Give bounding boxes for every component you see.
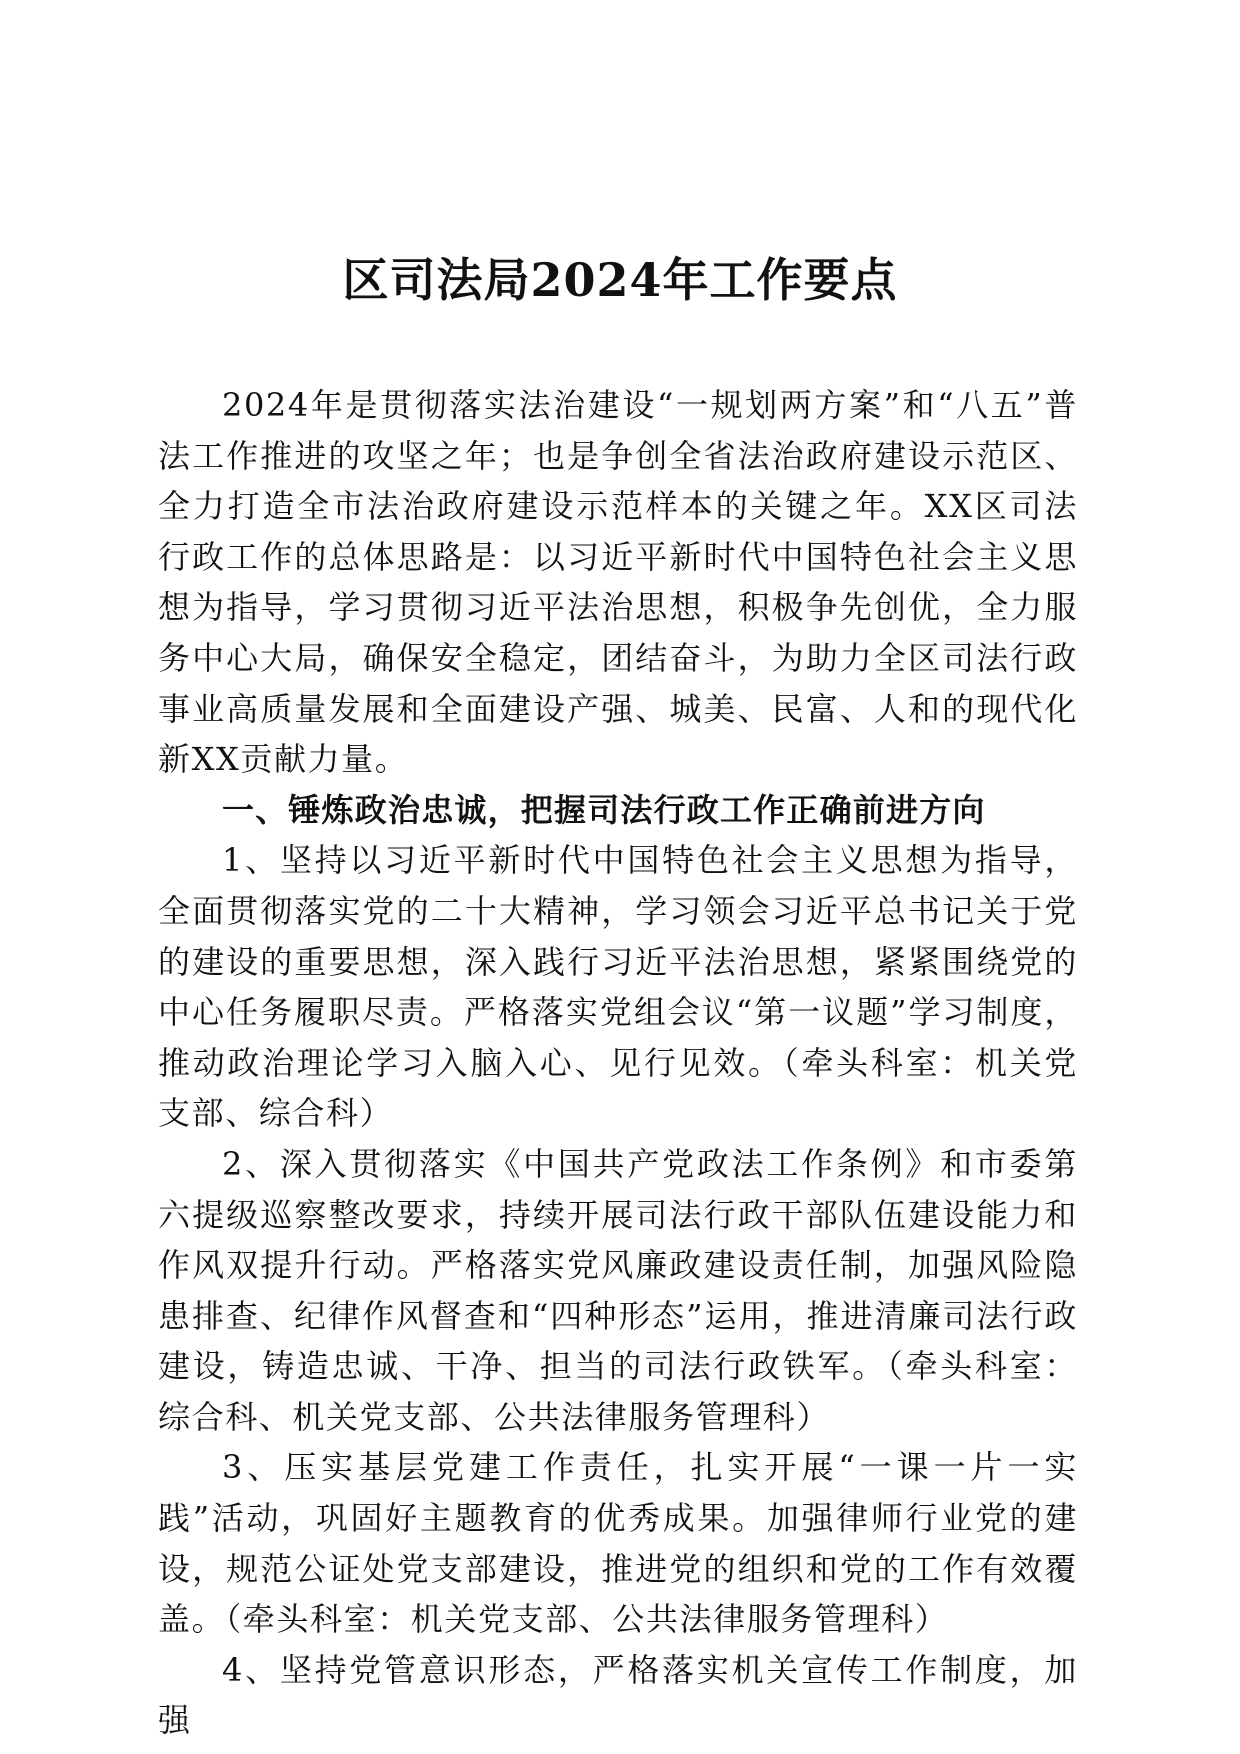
document-body — [158, 380, 1078, 1746]
item-paragraph-2: 2、深入贯彻落实《中国共产党政法工作条例》和市委第六提级巡察整改要求，持续开展司法行政干部队伍建设能力和作风双提升行动。严格落实党风廉政建设责任制，加强风险隐患排查、纪律作风督查和“四种形态”运用，推进清廉司法行政建设，铸造忠诚、干净、担当的司法行政铁军。（牵头科室：综合科、机关党支部、公共法律服务管理科） — [158, 1144, 1078, 1436]
intro-paragraph: 2024年是贯彻落实法治建设“一规划两方案”和“八五”普法工作推进的攻坚之年；也是争创全省法治政府建设示范区、全力打造全市法治政府建设示范样本的关键之年。XX区司法行政工作的总体思路是：以习近平新时代中国特色社会主义思想为指导，学习贯彻习近平法治思想，积极争先创优，全力服务中心大局，确保安全稳定，团结奋斗，为助力全区司法行政事业高质量发展和全面建设产强、城美、民富、人和的现代化新XX贡献力量。 — [158, 386, 1078, 779]
item-paragraph-1: 1、坚持以习近平新时代中国特色社会主义思想为指导，全面贯彻落实党的二十大精神，学习领会习近平总书记关于党的建设的重要思想，深入践行习近平法治思想，紧紧围绕党的中心任务履职尽责。严格落实党组会议“第一议题”学习制度，推动政治理论学习入脑入心、见行见效。（牵头科室：机关党支部、综合科） — [158, 841, 1078, 1133]
item-paragraph-3: 3、压实基层党建工作责任，扎实开展“一课一片一实践”活动，巩固好主题教育的优秀成果。加强律师行业党的建设，规范公证处党支部建设，推进党的组织和党的工作有效覆盖。（牵头科室：机关党支部、公共法律服务管理科） — [158, 1448, 1078, 1639]
document-title: 区司法局2024年工作要点 — [342, 253, 898, 307]
section-heading-1: 一、锤炼政治忠诚，把握司法行政工作正确前进方向 — [222, 790, 986, 829]
item-paragraph-4: 4、坚持党管意识形态，严格落实机关宣传工作制度，加强 — [158, 1650, 1078, 1740]
